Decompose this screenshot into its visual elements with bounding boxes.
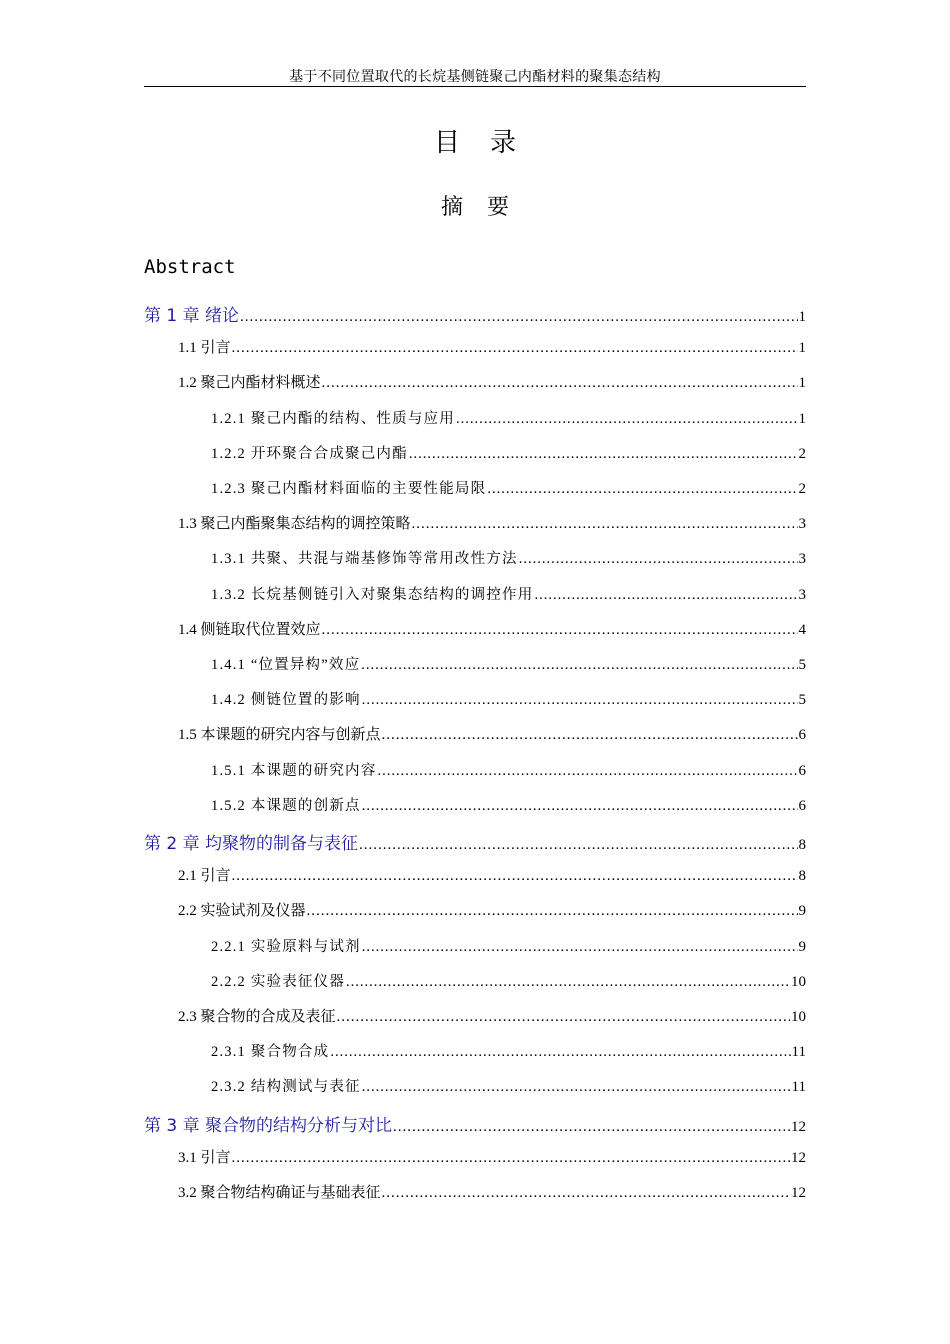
toc-dot-leader: [361, 657, 797, 674]
toc-page-number: 11: [791, 1044, 806, 1061]
toc-dot-leader: [307, 903, 798, 920]
toc-page-number: 6: [798, 797, 806, 814]
toc-dot-leader: [359, 837, 797, 854]
toc-page-number: 3: [798, 551, 806, 568]
toc-page-number: 10: [791, 973, 806, 990]
toc-entry-label: 2.1 引言: [178, 868, 231, 885]
toc-entry-label: 2.2 实验试剂及仪器: [178, 903, 306, 920]
toc-entry-label: 第 3 章 聚合物的结构分析与对比: [144, 1115, 393, 1136]
toc-section-entry[interactable]: [178, 512, 806, 533]
toc-page-number: 2: [798, 445, 806, 462]
toc-subsection-entry[interactable]: [211, 583, 806, 604]
toc-page-number: 3: [798, 516, 806, 533]
toc-chapter-entry[interactable]: [144, 301, 806, 326]
toc-page-number: 4: [798, 621, 806, 638]
toc-subsection-entry[interactable]: [211, 407, 806, 428]
toc-subsection-entry[interactable]: [211, 653, 806, 674]
running-header: 基于不同位置取代的长烷基侧链聚己内酯材料的聚集态结构: [289, 70, 661, 85]
toc-abstract-en-link[interactable]: Abstract: [144, 256, 236, 278]
toc-dot-leader: [330, 1044, 790, 1061]
header-rule: [144, 86, 806, 87]
toc-dot-leader: [362, 939, 798, 956]
toc-page-number: 10: [791, 1009, 806, 1025]
toc-page-number: 9: [798, 938, 806, 955]
toc-page-number: 3: [798, 586, 806, 603]
toc-dot-leader: [362, 692, 798, 709]
toc-entry-label: 1.2.3 聚己内酯材料面临的主要性能局限: [211, 481, 487, 497]
toc-entry-label: 1.5.2 本课题的创新点: [211, 797, 361, 814]
toc-entry-label: 第 2 章 均聚物的制备与表征: [144, 834, 359, 854]
toc-dot-leader: [322, 375, 798, 392]
toc-entry-label: 2.3.2 结构测试与表征: [211, 1079, 361, 1096]
toc-entry-label: 1.4.1 “位置异构”效应: [211, 657, 361, 673]
toc-subsection-entry[interactable]: [211, 688, 806, 709]
toc-entry-label: 2.3.1 聚合物合成: [211, 1044, 330, 1061]
toc-section-entry[interactable]: [178, 618, 806, 639]
toc-section-entry[interactable]: [178, 1146, 806, 1167]
toc-dot-leader: [487, 481, 797, 498]
toc-section-entry[interactable]: [178, 336, 806, 357]
toc-page-number: 12: [791, 1118, 806, 1135]
toc-page-number: 5: [798, 692, 806, 709]
toc-page-number: 12: [791, 1185, 806, 1201]
toc-section-entry[interactable]: [178, 1181, 806, 1202]
toc-page-number: 1: [798, 410, 806, 427]
toc-dot-leader: [412, 516, 798, 533]
toc-dot-leader: [232, 340, 798, 357]
toc-chapter-entry[interactable]: [144, 829, 806, 854]
toc-entry-label: 1.1 引言: [178, 340, 231, 357]
toc-dot-leader: [322, 622, 798, 639]
toc-chapter-entry[interactable]: [144, 1111, 806, 1136]
toc-dot-leader: [456, 411, 798, 428]
toc-subsection-entry[interactable]: [211, 547, 806, 568]
toc-dot-leader: [393, 1119, 790, 1136]
toc-page-number: 11: [791, 1079, 806, 1096]
toc-dot-leader: [377, 763, 797, 780]
toc-subsection-entry[interactable]: [211, 970, 806, 991]
toc-entry-label: 2.2.2 实验表征仪器: [211, 973, 346, 990]
toc-page-number: 2: [798, 481, 806, 497]
toc-subsection-entry[interactable]: [211, 1075, 806, 1096]
toc-section-entry[interactable]: [178, 723, 806, 744]
toc-page-number: 6: [798, 762, 806, 779]
toc-subsection-entry[interactable]: [211, 935, 806, 956]
toc-page-number: 9: [798, 903, 806, 920]
toc-section-entry[interactable]: [178, 864, 806, 885]
toc-entry-label: 3.1 引言: [178, 1149, 231, 1166]
toc-dot-leader: [232, 868, 798, 885]
toc-page-number: 6: [798, 727, 806, 744]
toc-title: 目录: [433, 128, 546, 158]
toc-entry-label: 2.2.1 实验原料与试剂: [211, 938, 361, 955]
toc-page-number: 8: [798, 837, 806, 853]
toc-dot-leader: [240, 309, 797, 326]
toc-page-number: 12: [791, 1149, 806, 1166]
toc-dot-leader: [534, 587, 797, 604]
toc-dot-leader: [519, 551, 798, 568]
toc-section-entry[interactable]: [178, 1005, 806, 1026]
toc-entry-label: 1.3 聚己内酯聚集态结构的调控策略: [178, 516, 411, 533]
toc-entry-label: 1.4.2 侧链位置的影响: [211, 692, 361, 709]
toc-entry-label: 1.5 本课题的研究内容与创新点: [178, 727, 381, 744]
toc-entry-label: 1.3.2 长烷基侧链引入对聚集态结构的调控作用: [211, 586, 534, 603]
toc-dot-leader: [362, 1079, 791, 1096]
toc-entry-label: 1.5.1 本课题的研究内容: [211, 762, 377, 779]
toc-abstract-cn-link[interactable]: 摘要: [440, 195, 533, 220]
toc-subsection-entry[interactable]: [211, 442, 806, 463]
toc-page-number: 1: [798, 375, 806, 392]
toc-section-entry[interactable]: [178, 371, 806, 392]
toc-page-number: 5: [798, 657, 806, 673]
toc-page-number: 1: [798, 340, 806, 357]
toc-dot-leader: [382, 727, 798, 744]
toc-subsection-entry[interactable]: [211, 477, 806, 498]
toc-page-number: 1: [798, 309, 806, 325]
toc-entry-label: 3.2 聚合物结构确证与基础表征: [178, 1185, 381, 1201]
toc-entry-label: 1.2 聚己内酯材料概述: [178, 375, 321, 392]
toc-page-number: 8: [798, 868, 806, 885]
toc-dot-leader: [409, 446, 798, 463]
toc-entry-label: 第 1 章 绪论: [144, 306, 240, 326]
toc-entry-label: 1.3.1 共聚、共混与端基修饰等常用改性方法: [211, 551, 518, 568]
toc-entry-label: 1.2.1 聚己内酯的结构、性质与应用: [211, 410, 455, 427]
toc-entry-label: 1.2.2 开环聚合合成聚己内酯: [211, 445, 408, 462]
toc-subsection-entry[interactable]: [211, 794, 806, 815]
toc-section-entry[interactable]: [178, 899, 806, 920]
toc-subsection-entry[interactable]: [211, 1040, 806, 1061]
toc-dot-leader: [346, 974, 790, 991]
toc-entry-label: 2.3 聚合物的合成及表征: [178, 1009, 336, 1025]
toc-dot-leader: [362, 798, 798, 815]
toc-dot-leader: [382, 1185, 790, 1202]
toc-dot-leader: [337, 1009, 790, 1026]
toc-dot-leader: [232, 1150, 790, 1167]
toc-entry-label: 1.4 侧链取代位置效应: [178, 621, 321, 638]
toc-subsection-entry[interactable]: [211, 759, 806, 780]
